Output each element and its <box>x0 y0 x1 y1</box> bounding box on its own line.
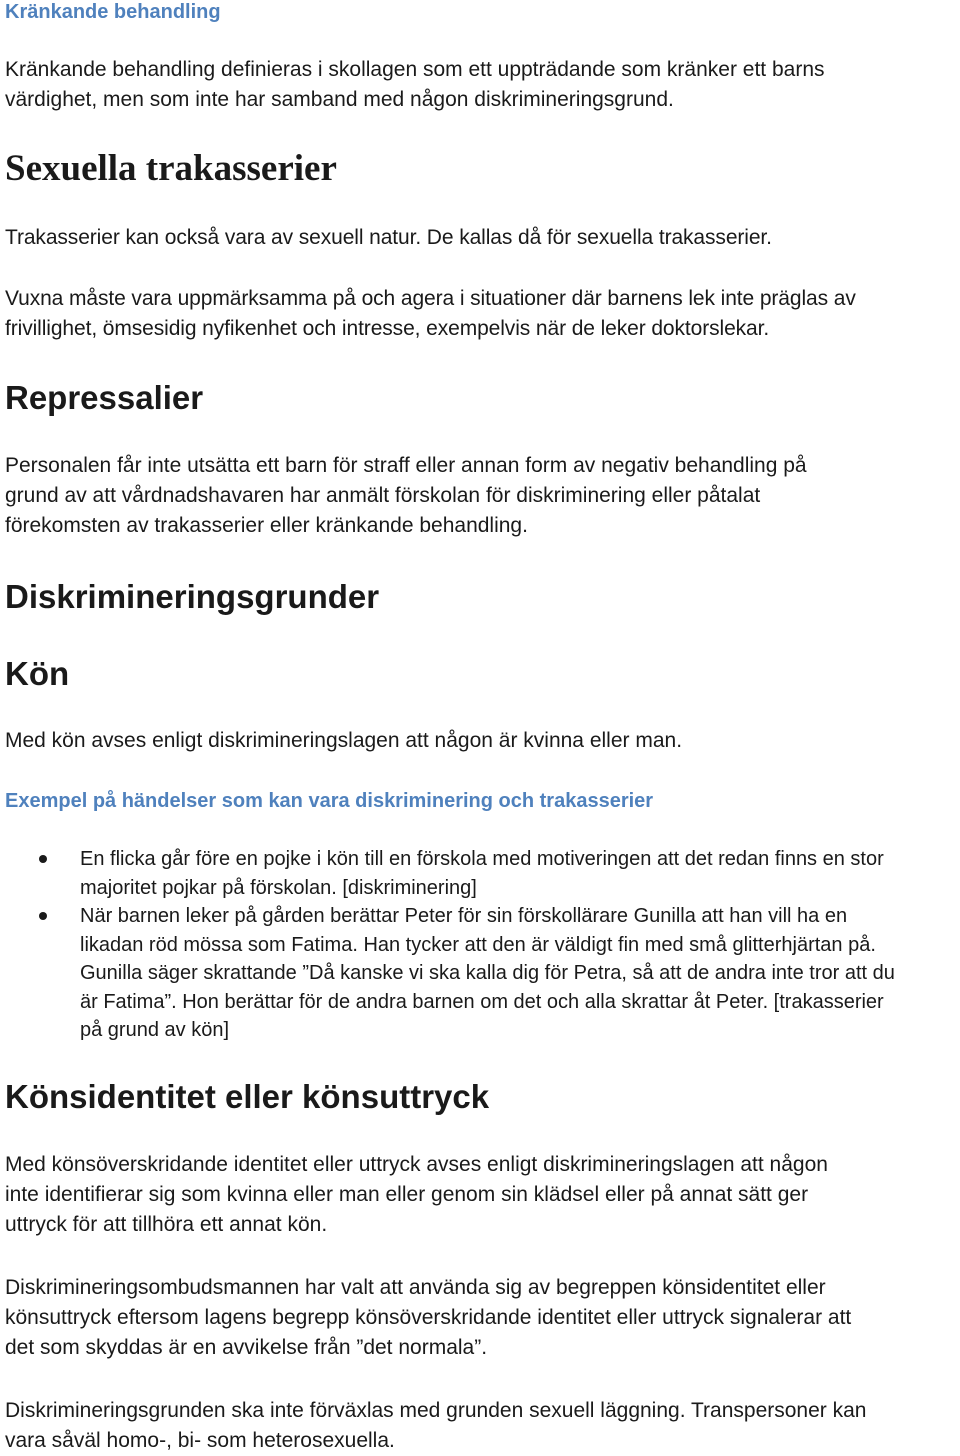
heading-repressalier: Repressalier <box>5 379 204 416</box>
text-line: inte identifierar sig som kvinna eller man eller genom sin klädsel eller på annat sätt ger <box>5 1183 809 1206</box>
paragraph-sexuella-2 <box>5 284 856 344</box>
list-item <box>0 845 895 902</box>
text-line: frivillighet, ömsesidig nyfikenhet och intresse, exempelvis när de leker doktorslekar. <box>5 317 770 340</box>
paragraph-kon: Med kön avses enligt diskrimineringslagen att någon är kvinna eller man. <box>5 729 683 752</box>
text-line: Med könsöverskridande identitet eller uttryck avses enligt diskrimineringslagen att någon <box>5 1153 828 1176</box>
paragraph-konsidentitet-2 <box>5 1273 851 1363</box>
paragraph-sexuella-1: Trakasserier kan också vara av sexuell natur. De kallas då för sexuella trakasserier. <box>5 226 772 249</box>
heading-krankande-behandling: Kränkande behandling <box>5 1 221 23</box>
heading-exempel: Exempel på händelser som kan vara diskriminering och trakasserier <box>5 790 654 812</box>
text-line: Diskrimineringsombudsmannen har valt att använda sig av begreppen könsidentitet eller <box>5 1276 826 1299</box>
paragraph-konsidentitet-1 <box>5 1150 828 1240</box>
bullet-icon <box>39 912 47 920</box>
heading-konsidentitet: Könsidentitet eller könsuttryck <box>5 1078 490 1115</box>
text-line: likadan röd mössa som Fatima. Han tycker att den är väldigt fin med små glitterhjärtan på. <box>80 933 876 956</box>
text-line: Diskrimineringsgrunden ska inte förväxlas med grunden sexuell läggning. Transpersoner kan <box>5 1399 867 1422</box>
text-line: Vuxna måste vara uppmärksamma på och agera i situationer där barnens lek inte präglas av <box>5 287 856 310</box>
list-item <box>0 902 895 1045</box>
heading-sexuella-trakasserier: Sexuella trakasserier <box>5 148 337 189</box>
text-line: det som skyddas är en avvikelse från ”det normala”. <box>5 1336 488 1359</box>
text-line: på grund av kön] <box>80 1019 229 1041</box>
paragraph-konsidentitet-3 <box>5 1396 866 1456</box>
text-line: är Fatima”. Hon berättar för de andra barnen om det och alla skrattar åt Peter. [trakasserier <box>80 990 884 1013</box>
paragraph-repressalier <box>5 451 807 541</box>
text-line: värdighet, men som inte har samband med någon diskrimineringsgrund. <box>5 88 674 111</box>
text-line: majoritet pojkar på förskolan. [diskriminering] <box>80 876 477 899</box>
text-line: Kränkande behandling definieras i skollagen som ett uppträdande som kränker ett barns <box>5 58 825 81</box>
text-line: uttryck för att tillhöra ett annat kön. <box>5 1213 328 1236</box>
heading-diskrimineringsgrunder: Diskrimineringsgrunder <box>5 578 380 615</box>
bullet-icon <box>39 855 47 863</box>
text-line: Personalen får inte utsätta ett barn för straff eller annan form av negativ behandling på <box>5 454 807 477</box>
paragraph-krankande <box>5 55 825 115</box>
text-line: förekomsten av trakasserier eller kränkande behandling. <box>5 514 528 537</box>
text-line: vara såväl homo-, bi- som heterosexuella. <box>5 1429 395 1452</box>
text-line: När barnen leker på gården berättar Peter för sin förskollärare Gunilla att han vill ha en <box>80 905 848 927</box>
example-list <box>0 845 895 1045</box>
text-line: En flicka går före en pojke i kön till en förskola med motiveringen att det redan finns en stor <box>80 848 884 870</box>
heading-kon: Kön <box>5 655 70 692</box>
text-line: Gunilla säger skrattande ”Då kanske vi ska kalla dig för Petra, så att de andra inte tror att du <box>80 962 895 984</box>
text-line: könsuttryck eftersom lagens begrepp könsöverskridande identitet eller uttryck signalerar att <box>5 1306 852 1329</box>
text-line: grund av att vårdnadshavaren har anmält förskolan för diskriminering eller påtalat <box>5 484 761 507</box>
